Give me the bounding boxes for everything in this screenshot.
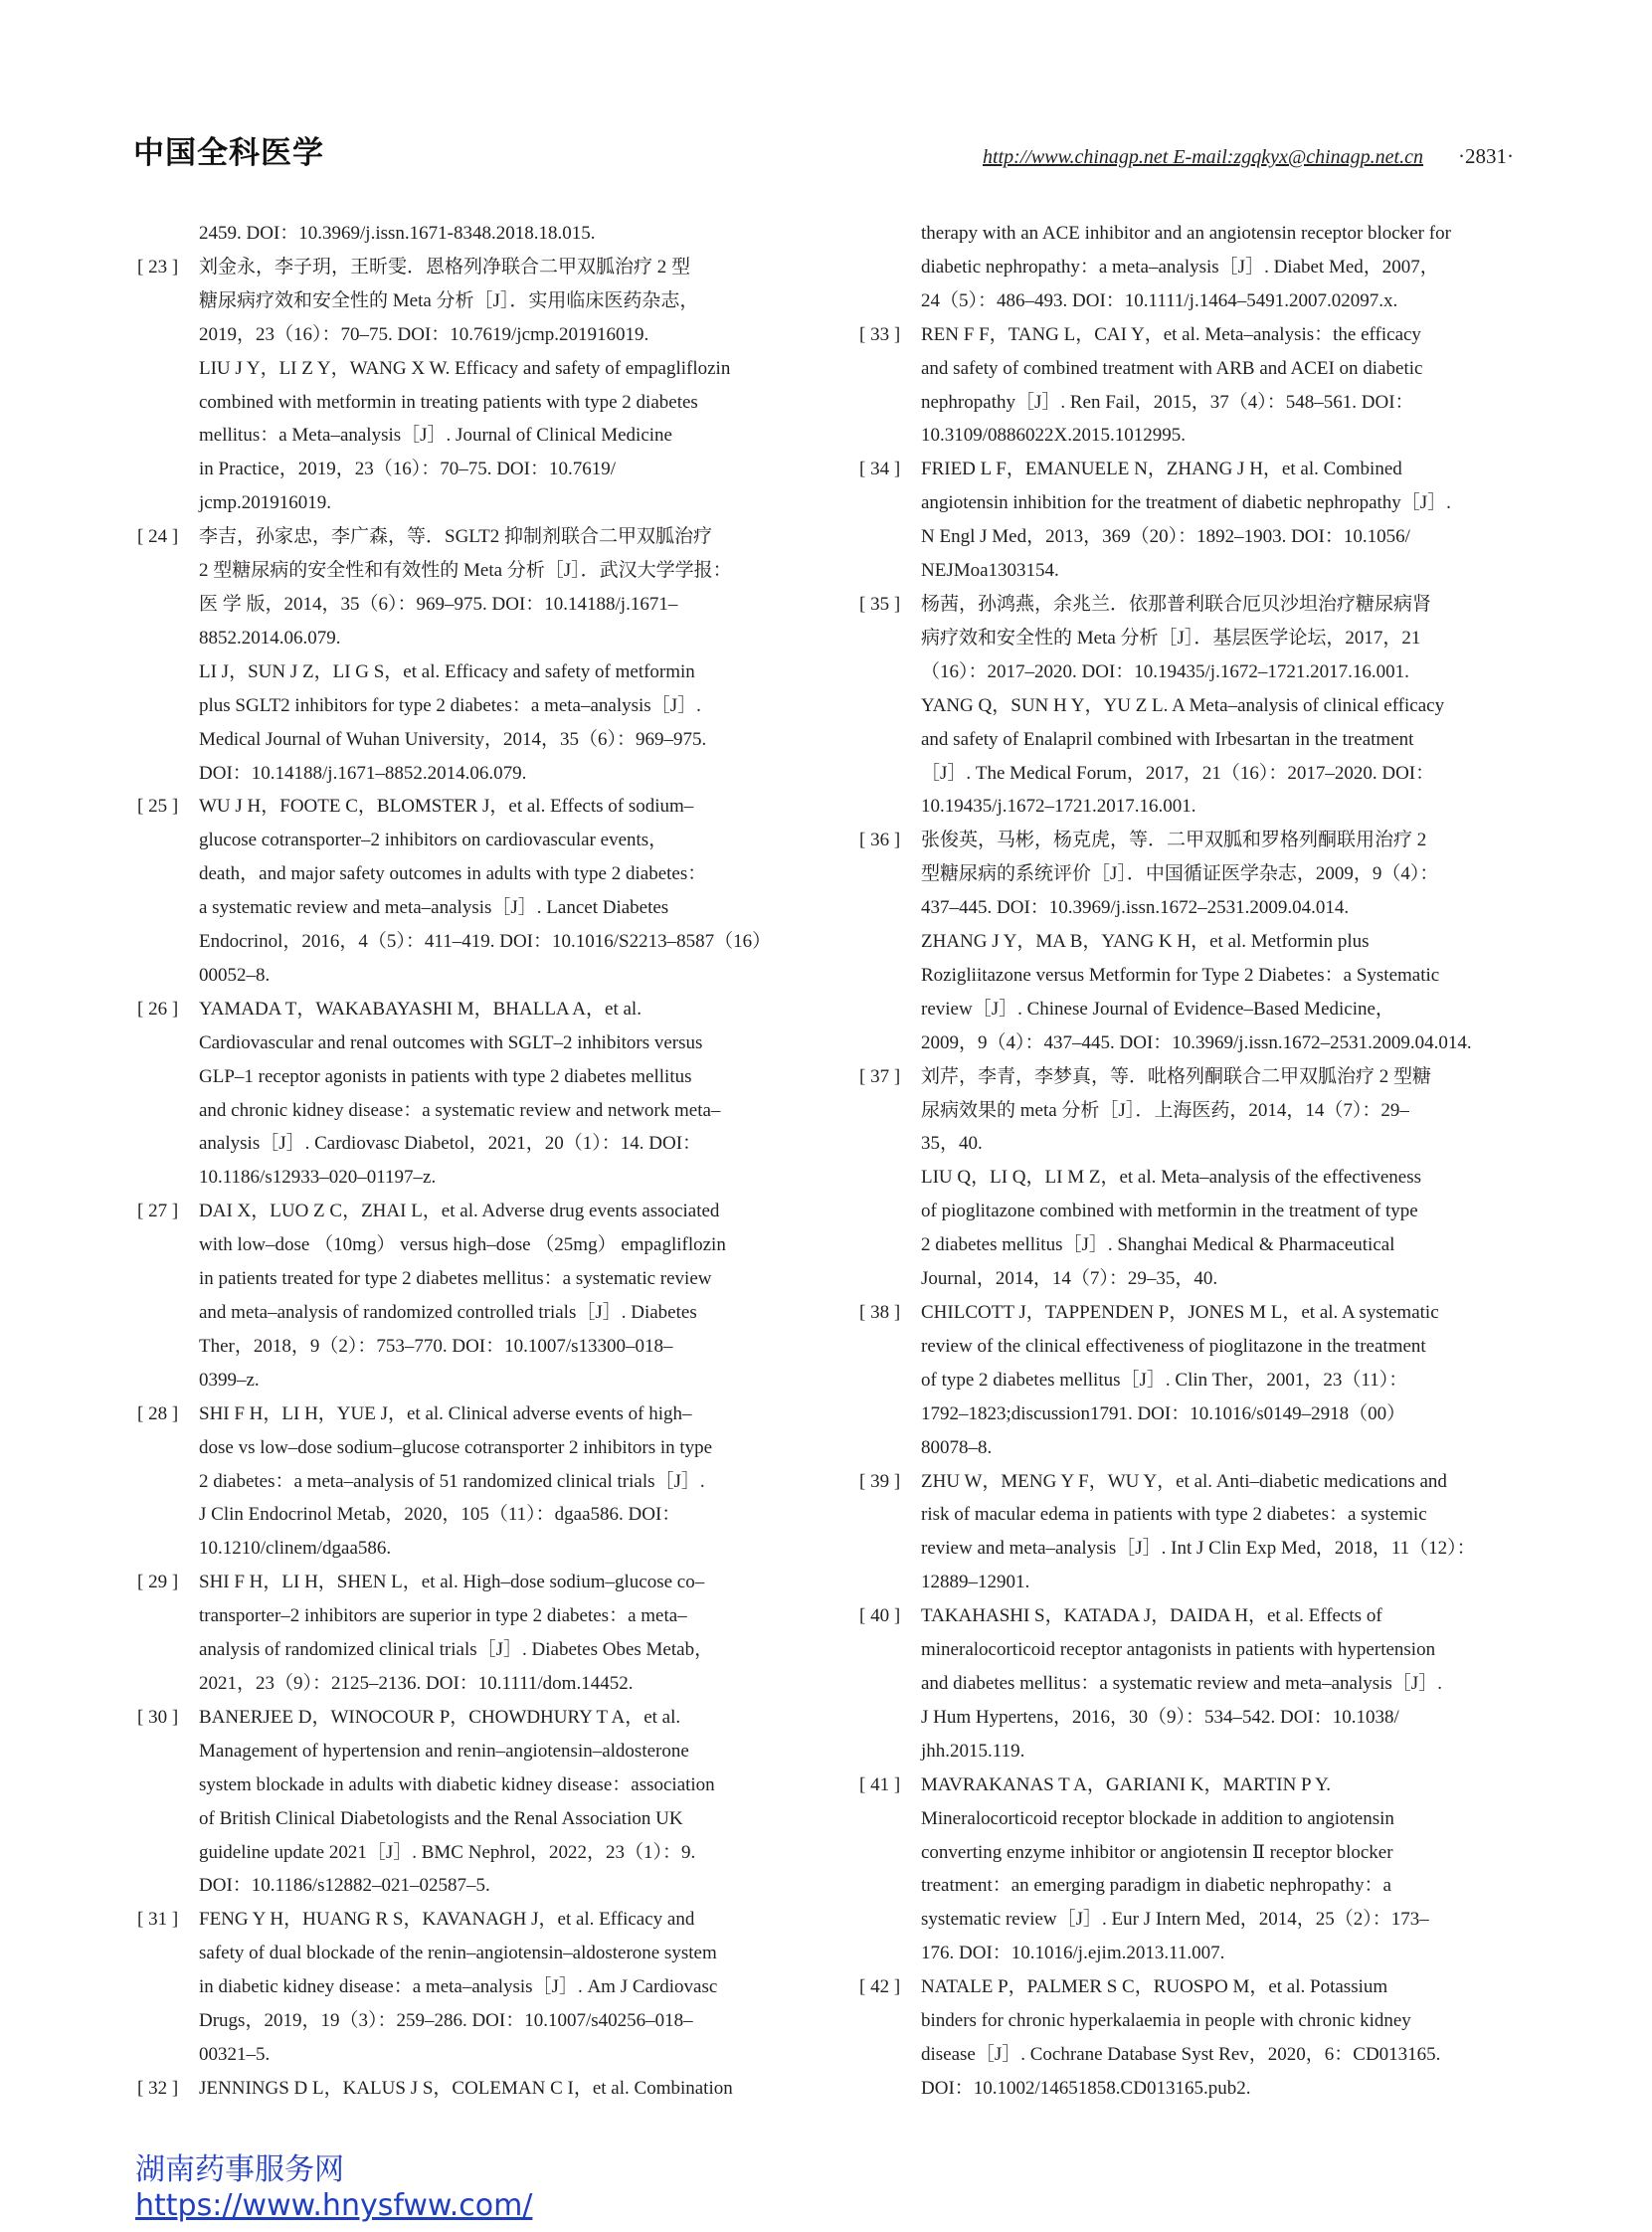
reference-line: ［J］. The Medical Forum，2017，21（16）：2017–2020. DOI： [921,762,1435,784]
reference-line: jcmp.201916019. [199,492,331,514]
reference-line: review of the clinical effectiveness of pioglitazone in the treatment [921,1335,1426,1357]
reference-line: 2 型糖尿病的安全性和有效性的 Meta 分析［J］．武汉大学学报： [199,560,732,582]
reference-line: 2019，23（16）：70–75. DOI：10.7619/jcmp.201916019. [199,323,649,345]
reference-line: NATALE P，PALMER S C，RUOSPO M，et al. Potassium [921,1976,1388,1998]
reference-line: 1792–1823;discussion1791. DOI：10.1016/s0149–2918（00） [921,1402,1406,1424]
reference-item [137,1566,794,1701]
reference-line: plus SGLT2 inhibitors for type 2 diabetes：a meta–analysis［J］. [199,694,701,716]
reference-line: safety of dual blockade of the renin–angiotensin–aldosterone system [199,1943,717,1964]
reference-line: and safety of combined treatment with ARB and ACEI on diabetic [921,357,1423,379]
reference-number: [ 25 ] [137,796,179,818]
reference-line: disease［J］. Cochrane Database Syst Rev，2020，6：CD013165. [921,2043,1441,2065]
reference-number: [ 31 ] [137,1909,179,1931]
reference-number: [ 36 ] [859,830,901,851]
reference-line: FENG Y H，HUANG R S，KAVANAGH J，et al. Efficacy and [199,1909,695,1931]
reference-number: [ 24 ] [137,526,179,548]
reference-line: FRIED L F，EMANUELE N，ZHANG J H，et al. Combined [921,459,1402,480]
reference-line: 型糖尿病的系统评价［J］．中国循证医学杂志，2009，9（4）： [921,863,1439,885]
journal-contact-link[interactable]: http://www.chinagp.net E-mail:zgqkyx@chinagp.net.cn [983,146,1423,168]
reference-line: 病疗效和安全性的 Meta 分析［J］．基层医学论坛，2017，21 [921,627,1421,649]
reference-line: and chronic kidney disease：a systematic review and network meta– [199,1099,721,1121]
reference-line: GLP–1 receptor agonists in patients with type 2 diabetes mellitus [199,1065,692,1087]
reference-number: [ 39 ] [859,1470,901,1492]
reference-number: [ 27 ] [137,1201,179,1222]
reference-number: [ 33 ] [859,323,901,345]
reference-line: 糖尿病疗效和安全性的 Meta 分析［J］．实用临床医药杂志， [199,289,699,311]
reference-line: LI J，SUN J Z，LI G S，et al. Efficacy and safety of metformin [199,660,695,682]
reference-number: [ 30 ] [137,1706,179,1728]
reference-line: risk of macular edema in patients with type 2 diabetes：a systemic [921,1504,1427,1526]
reference-line: and meta–analysis of randomized controlled trials［J］. Diabetes [199,1302,697,1323]
reference-line: nephropathy［J］. Ren Fail，2015，37（4）：548–561. DOI： [921,391,1414,413]
reference-line: system blockade in adults with diabetic kidney disease：association [199,1773,715,1795]
reference-line: YANG Q，SUN H Y，YU Z L. A Meta–analysis of clinical efficacy [921,694,1445,716]
reference-item [859,1768,1516,1970]
reference-item [859,453,1516,588]
reference-line: JENNINGS D L，KALUS J S，COLEMAN C I，et al. Combination [199,2077,733,2099]
journal-logo: 中国全科医学 [133,135,324,171]
reference-line: 35，40. [921,1133,983,1155]
reference-line: ZHANG J Y，MA B，YANG K H，et al. Metformin plus [921,931,1370,953]
page-number: ·2831· [1458,144,1514,168]
reference-line: 10.1210/clinem/dgaa586. [199,1538,392,1560]
reference-item [137,790,794,992]
reference-number: [ 34 ] [859,459,901,480]
reference-line: review［J］. Chinese Journal of Evidence–Based Medicine， [921,998,1394,1020]
reference-line: DOI：10.1186/s12882–021–02587–5. [199,1875,490,1897]
reference-line: with low–dose （10mg） versus high–dose （25mg） empagliflozin [199,1234,726,1256]
reference-line: 张俊英，马彬，杨克虎，等．二甲双胍和罗格列酮联用治疗 2 [921,830,1427,851]
reference-line: BANERJEE D，WINOCOUR P，CHOWDHURY T A，et al. [199,1706,681,1728]
reference-line: of British Clinical Diabetologists and the Renal Association UK [199,1807,683,1829]
reference-line: review and meta–analysis［J］. Int J Clin Exp Med，2018，11（12）： [921,1538,1476,1560]
reference-line: in patients treated for type 2 diabetes mellitus：a systematic review [199,1268,712,1290]
reference-line: 2021，23（9）：2125–2136. DOI：10.1111/dom.14452. [199,1672,634,1694]
reference-number: [ 29 ] [137,1572,179,1593]
reference-line: 10.3109/0886022X.2015.1012995. [921,425,1186,447]
reference-number: [ 38 ] [859,1302,901,1323]
reference-line: glucose cotransporter–2 inhibitors on cardiovascular events， [199,830,668,851]
reference-line: mineralocorticoid receptor antagonists in patients with hypertension [921,1639,1436,1661]
reference-line: MAVRAKANAS T A，GARIANI K，MARTIN P Y. [921,1773,1331,1795]
reference-line: LIU J Y，LI Z Y，WANG X W. Efficacy and safety of empagliflozin [199,357,731,379]
reference-line: angiotensin inhibition for the treatment of diabetic nephropathy［J］. [921,492,1451,514]
site-name: 湖南药事服务网 [135,2152,344,2187]
reference-line: Ther，2018，9（2）：753–770. DOI：10.1007/s13300–018– [199,1335,673,1357]
reference-item [859,217,1516,318]
reference-line: （16）：2017–2020. DOI：10.19435/j.1672–1721.2017.16.001. [921,660,1409,682]
reference-item [859,588,1516,824]
reference-line: 176. DOI：10.1016/j.ejim.2013.11.007. [921,1943,1225,1964]
reference-line: 00321–5. [199,2043,271,2065]
reference-line: LIU Q，LI Q，LI M Z，et al. Meta–analysis of the effectiveness [921,1167,1421,1189]
reference-line: J Hum Hypertens，2016，30（9）：534–542. DOI：10.1038/ [921,1706,1399,1728]
reference-line: SHI F H，LI H，SHEN L，et al. High–dose sodium–glucose co– [199,1572,705,1593]
reference-line: YAMADA T，WAKABAYASHI M，BHALLA A，et al. [199,998,642,1020]
reference-number: [ 28 ] [137,1402,179,1424]
reference-item [137,217,794,251]
reference-line: 刘金永，李子玥，王昕雯．恩格列净联合二甲双胍治疗 2 型 [199,256,691,278]
reference-line: treatment：an emerging paradigm in diabetic nephropathy：a [921,1875,1391,1897]
reference-line: of pioglitazone combined with metformin in the treatment of type [921,1201,1418,1222]
reference-item [137,1701,794,1903]
reference-line: J Clin Endocrinol Metab，2020，105（11）：dgaa586. DOI： [199,1504,681,1526]
reference-item [137,2072,794,2106]
reference-line: analysis［J］. Cardiovasc Diabetol，2021，20（1）：14. DOI： [199,1133,702,1155]
reference-number: [ 41 ] [859,1773,901,1795]
reference-item [137,251,794,520]
reference-item [859,318,1516,454]
reference-line: ZHU W，MENG Y F，WU Y，et al. Anti–diabetic medications and [921,1470,1447,1492]
reference-line: 8852.2014.06.079. [199,627,341,649]
reference-line: in diabetic kidney disease：a meta–analysis［J］. Am J Cardiovasc [199,1976,718,1998]
reference-line: death，and major safety outcomes in adults with type 2 diabetes： [199,863,707,885]
reference-line: 2 diabetes：a meta–analysis of 51 randomized clinical trials［J］. [199,1470,705,1492]
reference-item [137,1397,794,1567]
reference-line: Medical Journal of Wuhan University，2014，35（6）：969–975. [199,728,707,750]
reference-line: 24（5）：486–493. DOI：10.1111/j.1464–5491.2007.02097.x. [921,289,1398,311]
reference-line: 刘芹，李青，李梦真，等．吡格列酮联合二甲双胍治疗 2 型糖 [921,1065,1432,1087]
reference-number: [ 35 ] [859,593,901,615]
reference-line: in Practice，2019，23（16）：70–75. DOI：10.7619/ [199,459,617,480]
reference-line: dose vs low–dose sodium–glucose cotransporter 2 inhibitors in type [199,1436,713,1458]
reference-number: [ 23 ] [137,256,179,278]
reference-number: [ 42 ] [859,1976,901,1998]
reference-line: analysis of randomized clinical trials［J］. Diabetes Obes Metab， [199,1639,714,1661]
reference-line: 10.19435/j.1672–1721.2017.16.001. [921,796,1196,818]
reference-line: and safety of Enalapril combined with Irbesartan in the treatment [921,728,1414,750]
reference-number: [ 40 ] [859,1605,901,1627]
reference-line: 00052–8. [199,964,271,986]
reference-line: 80078–8. [921,1436,993,1458]
reference-line: 杨茜，孙鸿燕，余兆兰．依那普利联合厄贝沙坦治疗糖尿病肾 [921,593,1432,615]
reference-item [137,993,794,1195]
reference-number: [ 26 ] [137,998,179,1020]
reference-line: 医 学 版，2014，35（6）：969–975. DOI：10.14188/j.1671– [199,593,678,615]
reference-item [137,1195,794,1396]
reference-line: Management of hypertension and renin–angiotensin–aldosterone [199,1740,689,1762]
reference-line: mellitus：a Meta–analysis［J］. Journal of Clinical Medicine [199,425,672,447]
reference-line: CHILCOTT J，TAPPENDEN P，JONES M L，et al. A systematic [921,1302,1439,1323]
site-footer [135,2152,532,2224]
reference-line: 尿病效果的 meta 分析［J］．上海医药，2014，14（7）：29– [921,1099,1409,1121]
reference-line: REN F F，TANG L，CAI Y，et al. Meta–analysis：the efficacy [921,323,1421,345]
reference-line: Journal，2014，14（7）：29–35，40. [921,1268,1218,1290]
reference-item [859,824,1516,1059]
page-header [983,144,1514,169]
reference-item [859,1599,1516,1768]
reference-line: 10.1186/s12933–020–01197–z. [199,1167,437,1189]
reference-line: transporter–2 inhibitors are superior in type 2 diabetes：a meta– [199,1605,687,1627]
reference-line: Mineralocorticoid receptor blockade in addition to angiotensin [921,1807,1394,1829]
reference-line: of type 2 diabetes mellitus［J］. Clin Ther，2001，23（11）： [921,1369,1408,1391]
reference-line: SHI F H，LI H，YUE J，et al. Clinical adverse events of high– [199,1402,692,1424]
reference-line: and diabetes mellitus：a systematic review and meta–analysis［J］. [921,1672,1442,1694]
reference-line: guideline update 2021［J］. BMC Nephrol，2022，23（1）：9. [199,1841,696,1863]
reference-item [859,1296,1516,1465]
reference-line: WU J H，FOOTE C，BLOMSTER J，et al. Effects of sodium– [199,796,694,818]
reference-line: Cardiovascular and renal outcomes with SGLT–2 inhibitors versus [199,1031,703,1053]
site-url-link[interactable]: https://www.hnysfww.com/ [135,2188,533,2223]
reference-item [137,520,794,790]
reference-item [859,1970,1516,2106]
reference-item [859,1465,1516,1600]
reference-line: diabetic nephropathy：a meta–analysis［J］. Diabet Med，2007， [921,256,1439,278]
reference-line: 12889–12901. [921,1572,1030,1593]
reference-line: 2 diabetes mellitus［J］. Shanghai Medical & Pharmaceutical [921,1234,1395,1256]
reference-line: DAI X，LUO Z C，ZHAI L，et al. Adverse drug events associated [199,1201,720,1222]
reference-line: 2459. DOI：10.3969/j.issn.1671-8348.2018.18.015. [199,223,596,244]
reference-line: 437–445. DOI：10.3969/j.issn.1672–2531.2009.04.014. [921,897,1350,919]
reference-line: Drugs，2019，19（3）：259–286. DOI：10.1007/s40256–018– [199,2010,693,2032]
reference-line: jhh.2015.119. [921,1740,1025,1762]
reference-line: 李吉，孙家忠，李广森，等．SGLT2 抑制剂联合二甲双胍治疗 [199,526,713,548]
reference-item [859,1060,1516,1296]
reference-number: [ 32 ] [137,2077,179,2099]
reference-line: therapy with an ACE inhibitor and an angiotensin receptor blocker for [921,223,1451,244]
reference-line: Rozigliitazone versus Metformin for Type 2 Diabetes：a Systematic [921,964,1440,986]
reference-line: Endocrinol，2016，4（5）：411–419. DOI：10.1016/S2213–8587（16） [199,931,772,953]
reference-line: TAKAHASHI S，KATADA J，DAIDA H，et al. Effects of [921,1605,1382,1627]
reference-line: DOI：10.1002/14651858.CD013165.pub2. [921,2077,1251,2099]
reference-line: binders for chronic hyperkalaemia in people with chronic kidney [921,2010,1411,2032]
reference-line: a systematic review and meta–analysis［J］. Lancet Diabetes [199,897,669,919]
reference-line: NEJMoa1303154. [921,560,1059,582]
reference-line: DOI：10.14188/j.1671–8852.2014.06.079. [199,762,527,784]
reference-line: systematic review［J］. Eur J Intern Med，2014，25（2）：173– [921,1909,1429,1931]
reference-line: 2009，9（4）：437–445. DOI：10.3969/j.issn.1672–2531.2009.04.014. [921,1031,1472,1053]
reference-line: 0399–z. [199,1369,260,1391]
reference-number: [ 37 ] [859,1065,901,1087]
references-left-column [137,217,794,2106]
reference-line: converting enzyme inhibitor or angiotensin Ⅱ receptor blocker [921,1841,1393,1863]
reference-item [137,1903,794,2072]
reference-line: combined with metformin in treating patients with type 2 diabetes [199,391,698,413]
references-right-column [859,217,1516,2106]
reference-line: N Engl J Med，2013，369（20）：1892–1903. DOI：10.1056/ [921,526,1410,548]
